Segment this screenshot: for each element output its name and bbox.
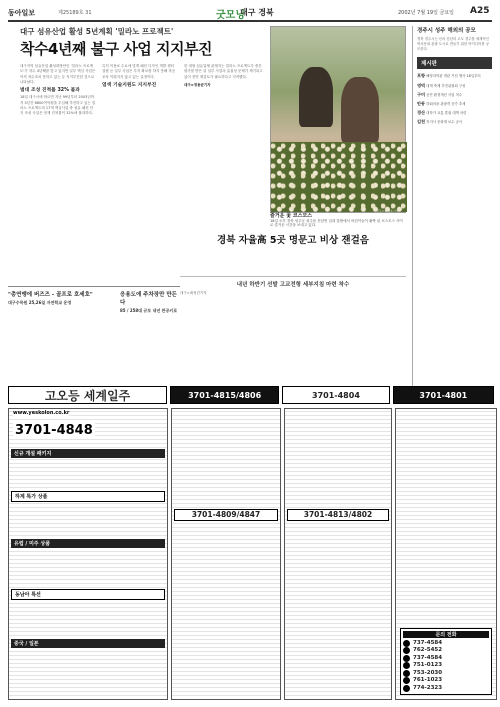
- secondary-headline: 경북 자율高 5곳 명문고 비상 잰걸음: [217, 235, 369, 246]
- ad-banner-row: [8, 386, 494, 404]
- ad-banner-phone-2: 3701-4804: [282, 386, 389, 404]
- photo-flower-field: [271, 142, 407, 212]
- ad-column-right: [395, 408, 497, 700]
- secondary-byline: 대구=최성진기자: [180, 291, 207, 295]
- main-column-3: [184, 64, 264, 224]
- main-column-2: [102, 64, 178, 224]
- photo-caption-text: 18일 오후 경북 성주군 성주읍 선남면 일대 꽃밭에서 어린이들이 활짝 핀 코스모스 사이로 즐거운 시간을 보내고 있다.: [270, 218, 403, 227]
- sidebar-item: 영덕 대게 축제 추진위원회 구성: [417, 82, 466, 88]
- main-body-3: 한 대형 섬유업체 관계자는 밀라노 프로젝트가 중간 평가를 받은 뒤 일부 사업의 효율성 문제가 제기되고 있어 전면 재검토가 필요하다고 지적했다.: [184, 64, 263, 79]
- tel-row: 751-0123: [403, 662, 489, 670]
- section-logo: 굿모닝: [216, 10, 245, 21]
- phone-icon: [403, 670, 410, 677]
- sidebar-item: 김천 직지사 문화재 보수 공사: [417, 119, 463, 125]
- tel-list: [400, 628, 492, 696]
- mini-story-title: "총연맹에 버즈즈 - 골프로 호세호": [8, 292, 93, 298]
- sidebar-list: [417, 73, 492, 125]
- main-kicker: 대구 섬유산업 활성 5년계획 '밀라노 프로젝트': [20, 27, 174, 36]
- page-number: A25: [470, 6, 490, 16]
- sidebar-body: 경북 경주시는 신라 천년의 고도 경주를 세계적인 역사문화 관광 도시로 만들기 위한 아이디어를 공모한다.: [417, 37, 489, 51]
- photo-caption-title: 즐거운 꽃 코스모스: [270, 213, 313, 219]
- phone-icon: [403, 662, 410, 669]
- ad-block: 하계 특가 상품: [11, 491, 165, 502]
- ad-banner-phone-3: 3701-4801: [393, 386, 494, 404]
- sidebar-item: 포항 해양과학관 개관 기념 행사 18일부터: [417, 73, 481, 79]
- ad-url: www.yeskolon.co.kr: [13, 410, 70, 416]
- main-column-1: [20, 64, 96, 284]
- ad-block: 유럽 / 미주 상품: [11, 539, 165, 548]
- newspaper-name: 동아일보: [8, 9, 36, 17]
- sidebar-item: 구미 공단 환경개선 사업 착수: [417, 91, 463, 97]
- tel-row: 737-4584: [403, 640, 489, 648]
- phone-icon: [403, 655, 410, 662]
- main-byline: 대구=정용균기자: [184, 82, 211, 87]
- sidebar-item: 안동 하회마을 관광객 증가 추세: [417, 101, 466, 106]
- mini-story-right: [120, 286, 180, 326]
- secondary-story: [180, 232, 406, 351]
- main-headline: 착수4년째 불구 사업 지지부진: [20, 40, 212, 58]
- sidebar-item: 경산 대학가 교통 혼잡 대책 마련: [417, 110, 467, 116]
- issue-date: 2002년 7월 19일 금요일: [398, 10, 455, 16]
- phone-icon: [403, 677, 410, 684]
- photo-figure-left: [299, 67, 333, 127]
- main-body-2: 특히 이용료 수요에 맞게 패션 디자인 개발 센터 설립 등 일부 사업은 부지 확보를 하지 못해 착공조차 이뤄지지 않고 있는 실정이다.: [102, 64, 176, 79]
- tel-row: 737-4584: [403, 655, 489, 663]
- mini-story-title: 응용도에 주차장만 만든다: [120, 292, 177, 306]
- photo-caption: [270, 214, 406, 228]
- issue-number: 제25189호 31: [58, 10, 92, 16]
- ad-block: 동남아 특선: [11, 589, 165, 600]
- photo-credit: 성주=최재호기자: [376, 209, 399, 213]
- main-subhead-1: 범대 조성 진척률 32% 불과: [20, 88, 80, 94]
- page-header: [8, 6, 492, 22]
- main-body-1: 대구지역 섬유산업 활성화방안인 '밀라노 프로젝트'가 착수 4년째를 맞고 있지만 일부 핵심 사업은 아직 착수조차 못하고 있는 등 지지부진한 것으로 나타났다.: [20, 64, 96, 84]
- ad-phone: 3701-4848: [15, 423, 93, 438]
- ad-mid-banner: 3701-4809/4847: [174, 509, 278, 521]
- classified-ads: [8, 408, 494, 700]
- ad-column-mid-2: [284, 408, 392, 700]
- photo-figure-right: [341, 77, 379, 143]
- main-body-1b: 18일 대구시에 따르면 지난 99년부터 2003년까지 5년간 6800여억원을 투입해 추진하고 있는 밀라노 프로젝트의 17개 핵심사업 중 섬유 패션 단지 조성 사업은 현재 진척률이 32%에 불과하다.: [20, 95, 96, 116]
- ad-block: 중국 / 일본: [11, 639, 165, 648]
- ad-column-mid-1: [171, 408, 281, 700]
- phone-icon: [403, 647, 410, 654]
- tel-row: 753-2030: [403, 670, 489, 678]
- phone-icon: [403, 640, 410, 647]
- tel-row: 774-2323: [403, 685, 489, 693]
- ad-banner-travel: 고오등 세계일주: [8, 386, 167, 404]
- mini-story-sub: 85 / 258대 규모 내년 완공키로: [120, 308, 178, 313]
- phone-icon: [403, 685, 410, 692]
- sidebar-title: 경주시 성주 해외의 공모: [417, 28, 476, 34]
- secondary-kicker: 내년 하반기 선발 고교전형 세부지침 마련 착수: [180, 276, 406, 288]
- ad-column-left: [8, 408, 168, 700]
- sidebar: [412, 26, 492, 386]
- ad-banner-phone-1: 3701-4815/4806: [170, 386, 279, 404]
- ad-mid-banner: 3701-4813/4802: [287, 509, 389, 521]
- news-photo: [270, 26, 406, 213]
- main-subhead-2: 염색 기술지원도 지지부진: [102, 82, 157, 88]
- tel-list-title: 문의 전화: [403, 631, 489, 638]
- tel-row: 762-5452: [403, 647, 489, 655]
- ad-block: 신규 개설 패키지: [11, 449, 165, 458]
- sidebar-board-bar: 제시판: [417, 57, 492, 69]
- mini-story-sub: 대구수목원 25,26일 자연학교 운영: [8, 300, 72, 305]
- tel-row: 761-1023: [403, 677, 489, 685]
- section-title: 대구 경북: [240, 8, 274, 17]
